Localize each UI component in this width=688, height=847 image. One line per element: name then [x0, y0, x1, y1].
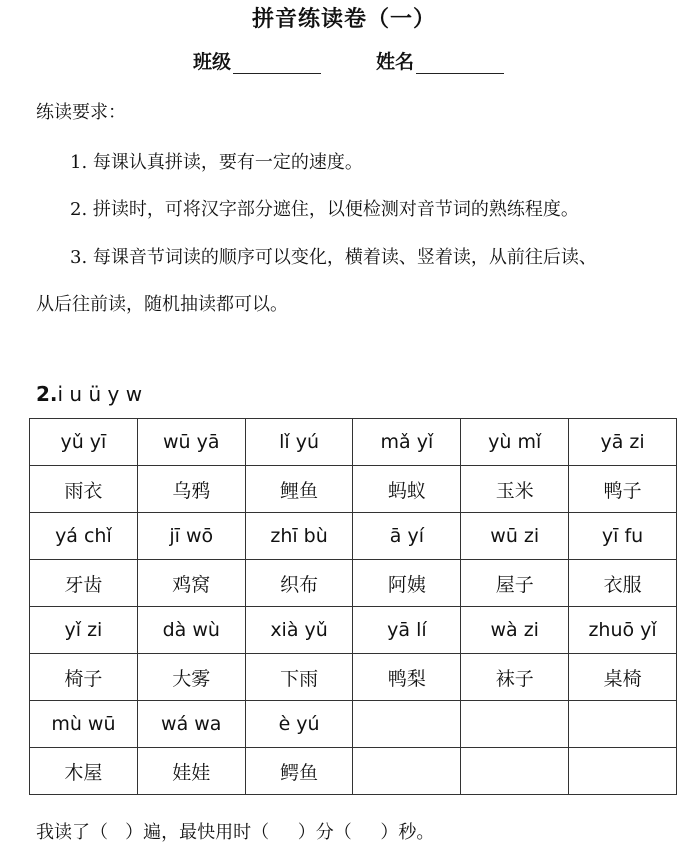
- section-heading: [36, 382, 142, 406]
- hanzi-cell: 桌椅: [569, 654, 677, 701]
- pinyin-row: [30, 513, 677, 560]
- hanzi-cell: 衣服: [569, 560, 677, 607]
- pinyin-cell: zhuō yǐ: [569, 607, 677, 654]
- class-field: [193, 47, 321, 74]
- pinyin-cell: jī wō: [137, 513, 245, 560]
- pinyin-cell: [569, 701, 677, 748]
- hanzi-cell: 织布: [245, 560, 353, 607]
- hanzi-cell: 阿姨: [353, 560, 461, 607]
- name-label: 姓名: [376, 51, 415, 73]
- hanzi-cell: 大雾: [137, 654, 245, 701]
- hanzi-cell: 下雨: [245, 654, 353, 701]
- hanzi-cell: 鳄鱼: [245, 748, 353, 795]
- requirements-heading: 练读要求：: [36, 102, 126, 123]
- hanzi-cell: [569, 748, 677, 795]
- hanzi-row: [30, 560, 677, 607]
- hanzi-cell: 玉米: [461, 466, 569, 513]
- hanzi-cell: 雨衣: [30, 466, 138, 513]
- pinyin-cell: yù mǐ: [461, 419, 569, 466]
- pinyin-cell: ā yí: [353, 513, 461, 560]
- pinyin-cell: yǐ zi: [30, 607, 138, 654]
- hanzi-cell: 鸭梨: [353, 654, 461, 701]
- pinyin-cell: yā lí: [353, 607, 461, 654]
- pinyin-cell: [461, 701, 569, 748]
- pinyin-cell: yá chǐ: [30, 513, 138, 560]
- hanzi-cell: 鸡窝: [137, 560, 245, 607]
- class-label: 班级: [193, 51, 232, 73]
- section-number: 2.: [36, 382, 58, 406]
- hanzi-row: [30, 466, 677, 513]
- pinyin-cell: yǔ yī: [30, 419, 138, 466]
- hanzi-row: [30, 654, 677, 701]
- requirement-item-2: 2. 拼读时，可将汉字部分遮住，以便检测对音节词的熟练程度。: [70, 199, 579, 220]
- pinyin-cell: yā zi: [569, 419, 677, 466]
- requirement-item-1: 1. 每课认真拼读，要有一定的速度。: [70, 152, 363, 173]
- pinyin-cell: lǐ yú: [245, 419, 353, 466]
- pinyin-cell: è yú: [245, 701, 353, 748]
- hanzi-row: [30, 748, 677, 795]
- pinyin-cell: mù wū: [30, 701, 138, 748]
- hanzi-cell: [353, 748, 461, 795]
- hanzi-cell: 椅子: [30, 654, 138, 701]
- class-blank[interactable]: [233, 55, 321, 74]
- page-title: 拼音练读卷（一）: [251, 6, 436, 32]
- hanzi-cell: 蚂蚁: [353, 466, 461, 513]
- pinyin-row: [30, 419, 677, 466]
- pinyin-cell: zhī bù: [245, 513, 353, 560]
- name-blank[interactable]: [416, 55, 504, 74]
- hanzi-cell: 鲤鱼: [245, 466, 353, 513]
- hanzi-cell: 袜子: [461, 654, 569, 701]
- pinyin-cell: yī fu: [569, 513, 677, 560]
- hanzi-cell: 木屋: [30, 748, 138, 795]
- pinyin-row: [30, 701, 677, 748]
- hanzi-cell: 牙齿: [30, 560, 138, 607]
- pinyin-row: [30, 607, 677, 654]
- hanzi-cell: 乌鸦: [137, 466, 245, 513]
- requirement-item-3: 3. 每课音节词读的顺序可以变化，横着读、竖着读，从前往后读、: [70, 247, 597, 268]
- pinyin-cell: wū yā: [137, 419, 245, 466]
- pinyin-cell: xià yǔ: [245, 607, 353, 654]
- hanzi-cell: [461, 748, 569, 795]
- pinyin-cell: mǎ yǐ: [353, 419, 461, 466]
- section-letters: i u ü y w: [57, 382, 143, 406]
- hanzi-cell: 鸭子: [569, 466, 677, 513]
- hanzi-cell: 屋子: [461, 560, 569, 607]
- pinyin-table: [29, 418, 677, 795]
- requirement-item-3-continued: 从后往前读，随机抽读都可以。: [36, 294, 288, 315]
- pinyin-cell: wá wa: [137, 701, 245, 748]
- hanzi-cell: 娃娃: [137, 748, 245, 795]
- reading-record: 我读了（ ）遍，最快用时（ ）分（ ）秒。: [36, 822, 435, 843]
- pinyin-cell: [353, 701, 461, 748]
- pinyin-cell: dà wù: [137, 607, 245, 654]
- pinyin-cell: wà zi: [461, 607, 569, 654]
- name-field: [376, 47, 504, 74]
- pinyin-cell: wū zi: [461, 513, 569, 560]
